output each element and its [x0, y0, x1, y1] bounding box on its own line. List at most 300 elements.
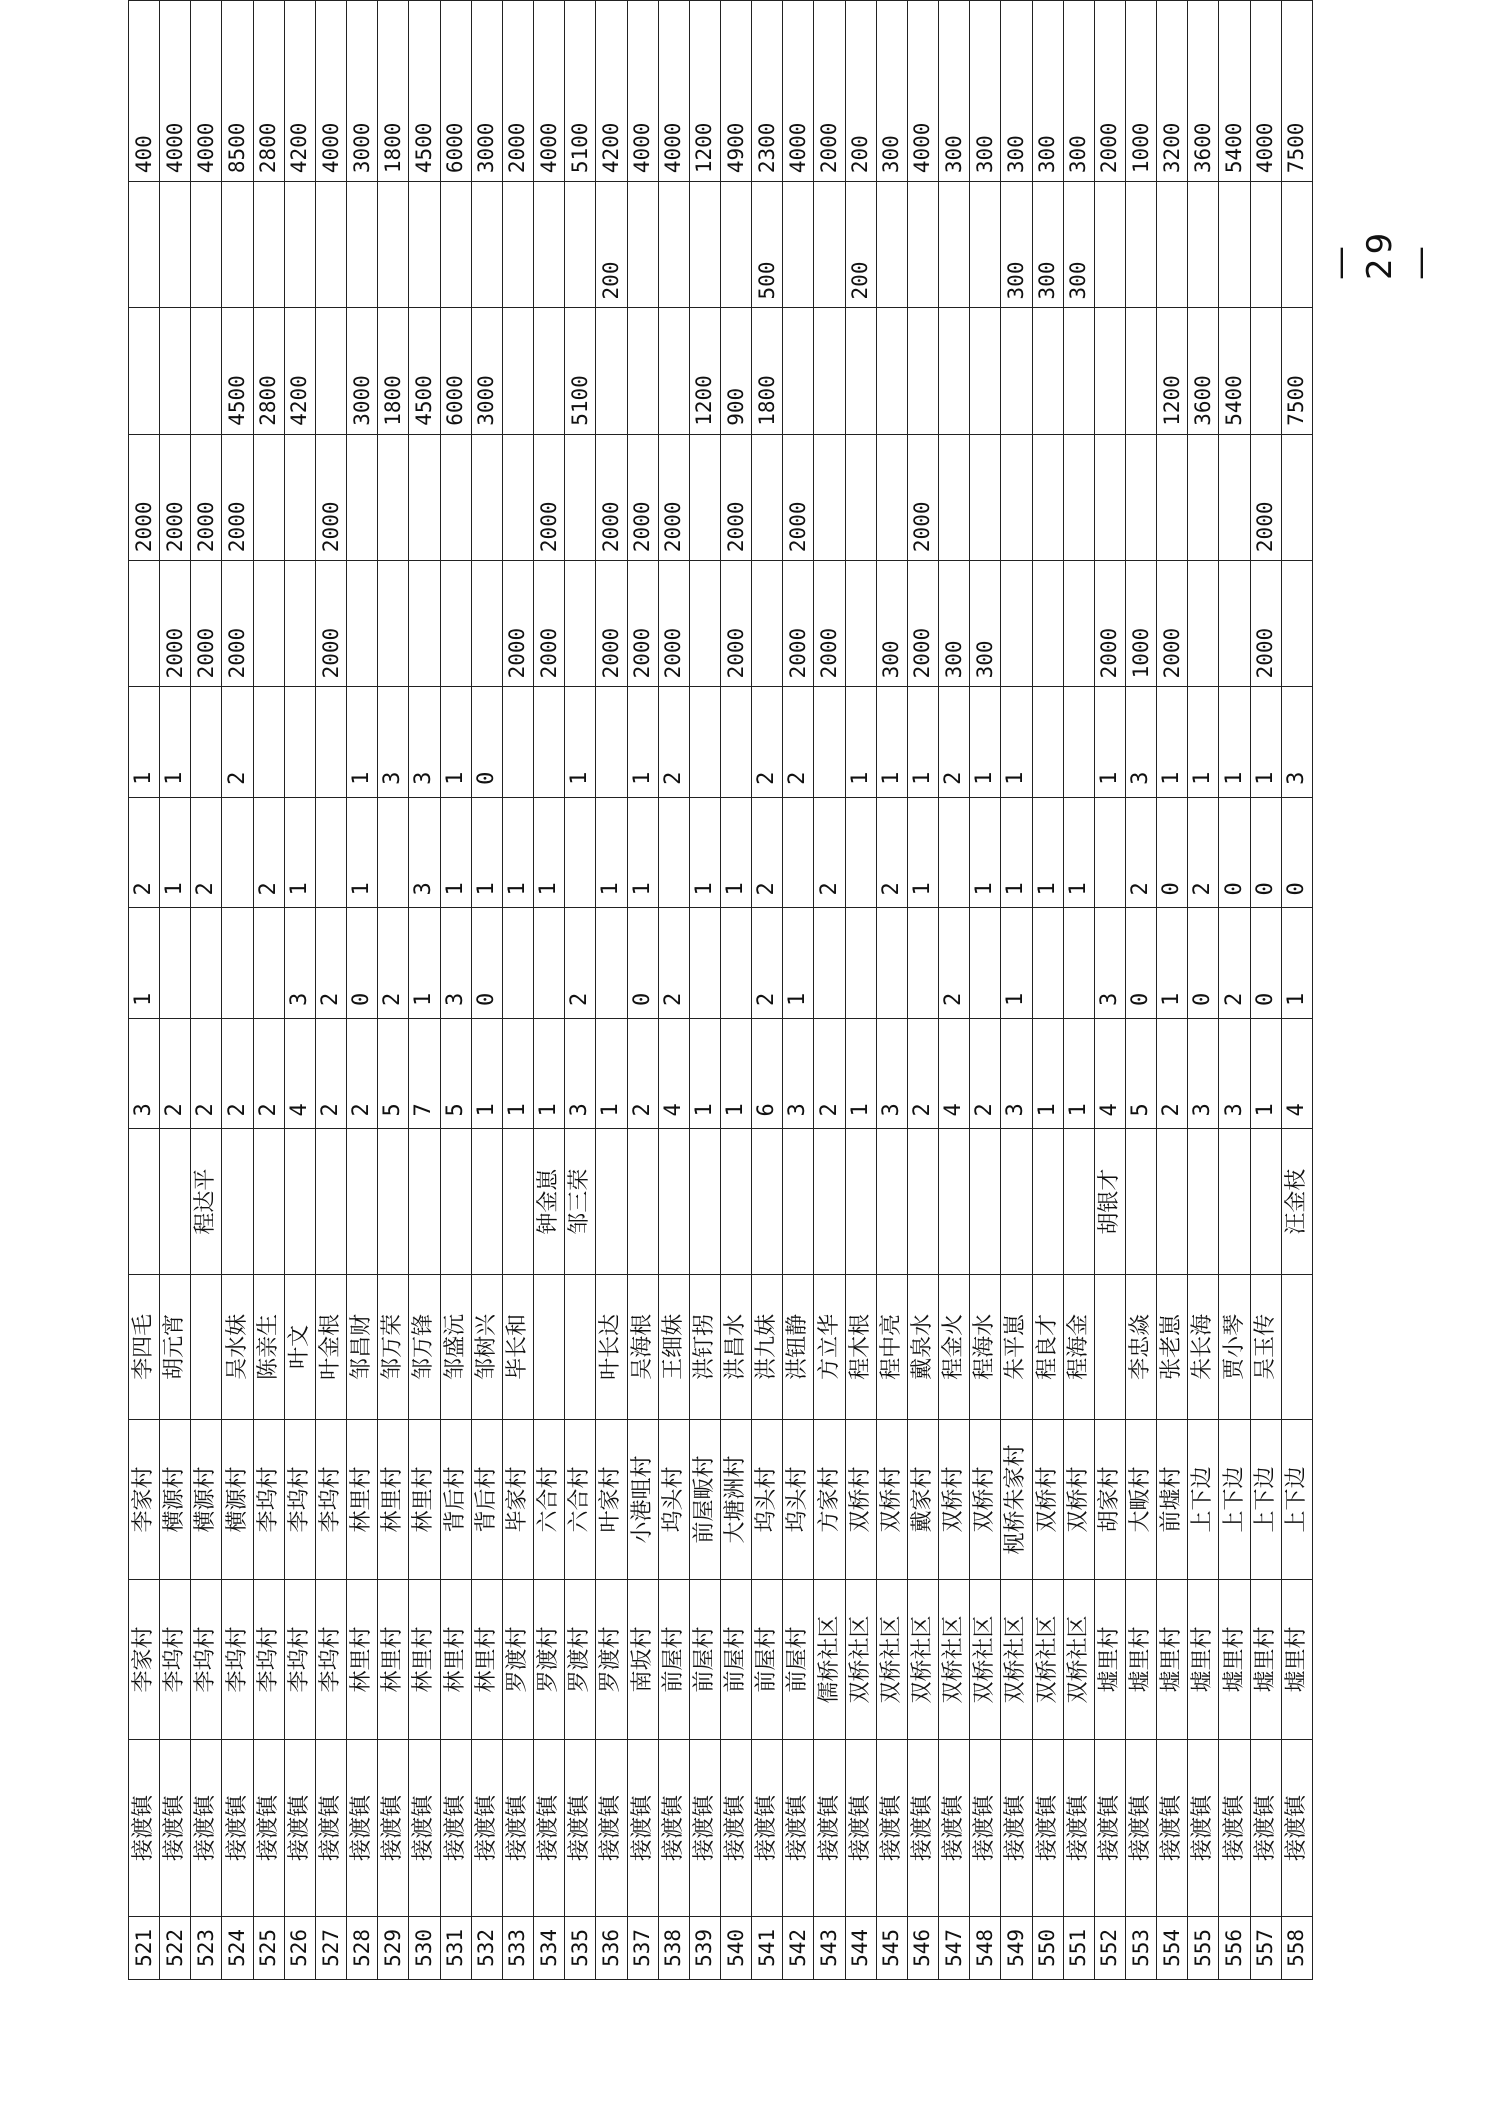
table-cell: 2 [378, 908, 409, 1019]
table-cell: 2 [315, 908, 346, 1019]
table-cell: 2000 [222, 434, 253, 560]
table-cell: 程海金 [1063, 1274, 1094, 1419]
table-cell: 2000 [502, 561, 533, 687]
table-cell: 3 [1281, 687, 1312, 798]
table-cell: 程良才 [1032, 1274, 1063, 1419]
table-cell: 2 [783, 687, 814, 798]
table-cell: 2 [970, 1018, 1001, 1129]
table-cell: 墟里村 [1157, 1580, 1188, 1740]
table-cell: 2 [939, 908, 970, 1019]
table-row [596, 1, 627, 1980]
table-cell: 1 [129, 908, 160, 1019]
table-cell: 接渡镇 [284, 1740, 315, 1917]
table-cell: 林里村 [409, 1420, 440, 1580]
table-cell [191, 908, 222, 1019]
table-cell: 4200 [596, 1, 627, 182]
table-cell: 1 [720, 797, 751, 908]
table-cell: 坞头村 [783, 1420, 814, 1580]
table-cell: 汪金枝 [1281, 1129, 1312, 1274]
table-cell [876, 908, 907, 1019]
table-cell: 接渡镇 [502, 1740, 533, 1917]
table-cell [378, 1129, 409, 1274]
table-row [1126, 1, 1157, 1980]
table-cell: 555 [1188, 1916, 1219, 1979]
table-cell: 接渡镇 [378, 1740, 409, 1917]
table-cell: 5 [1126, 1018, 1157, 1129]
table-row [1063, 1, 1094, 1980]
table-cell: 2300 [752, 1, 783, 182]
table-cell: 邹万锋 [409, 1274, 440, 1419]
table-cell: 7 [409, 1018, 440, 1129]
table-cell [502, 182, 533, 308]
table-cell: 4 [1094, 1018, 1125, 1129]
table-cell: 儒桥社区 [814, 1580, 845, 1740]
table-cell [689, 434, 720, 560]
table-cell [658, 797, 689, 908]
table-cell: 557 [1250, 1916, 1281, 1979]
table-cell: 接渡镇 [1281, 1740, 1312, 1917]
table-cell: 5400 [1219, 1, 1250, 182]
table-cell [876, 308, 907, 434]
table-cell [565, 1274, 596, 1419]
table-cell: 胡银才 [1094, 1129, 1125, 1274]
table-cell [689, 687, 720, 798]
table-cell: 553 [1126, 1916, 1157, 1979]
table-cell: 1 [596, 797, 627, 908]
table-cell: 551 [1063, 1916, 1094, 1979]
table-cell: 邹三荣 [565, 1129, 596, 1274]
table-cell: 2000 [129, 434, 160, 560]
table-cell [1094, 434, 1125, 560]
table-cell: 坞头村 [752, 1420, 783, 1580]
table-row [689, 1, 720, 1980]
table-cell: 接渡镇 [1157, 1740, 1188, 1917]
table-cell: 3 [565, 1018, 596, 1129]
table-cell: 接渡镇 [471, 1740, 502, 1917]
table-cell [253, 687, 284, 798]
table-cell [876, 434, 907, 560]
table-cell: 0 [1250, 908, 1281, 1019]
table-cell: 2 [939, 687, 970, 798]
table-cell: 2 [253, 797, 284, 908]
table-cell: 1 [471, 1018, 502, 1129]
table-cell: 2000 [907, 561, 938, 687]
table-cell: 2 [907, 1018, 938, 1129]
table-cell [845, 908, 876, 1019]
table-cell [160, 308, 191, 434]
table-cell [720, 687, 751, 798]
table-row [752, 1, 783, 1980]
table-cell [440, 434, 471, 560]
table-cell: 李坞村 [315, 1420, 346, 1580]
table-cell: 1 [1063, 1018, 1094, 1129]
table-row [378, 1, 409, 1980]
table-cell: 3000 [471, 1, 502, 182]
table-cell: 上下边 [1219, 1420, 1250, 1580]
table-cell: 小港咀村 [627, 1420, 658, 1580]
table-cell: 1800 [378, 1, 409, 182]
table-cell: 张老崽 [1157, 1274, 1188, 1419]
table-cell: 背后村 [471, 1420, 502, 1580]
table-cell: 双桥村 [939, 1420, 970, 1580]
table-cell [689, 1129, 720, 1274]
table-cell: 1 [1281, 908, 1312, 1019]
table-cell [284, 182, 315, 308]
table-cell: 1 [1250, 687, 1281, 798]
table-cell: 4 [939, 1018, 970, 1129]
table-cell: 1 [627, 797, 658, 908]
table-cell [1188, 182, 1219, 308]
table-cell: 接渡镇 [658, 1740, 689, 1917]
table-cell [720, 182, 751, 308]
table-cell: 朱平崽 [1001, 1274, 1032, 1419]
table-cell: 接渡镇 [315, 1740, 346, 1917]
table-cell: 贾小琴 [1219, 1274, 1250, 1419]
table-cell [409, 182, 440, 308]
table-row [1001, 1, 1032, 1980]
table-cell [1126, 308, 1157, 434]
table-cell: 7500 [1281, 308, 1312, 434]
table-cell: 528 [347, 1916, 378, 1979]
table-cell: 李忠焱 [1126, 1274, 1157, 1419]
table-cell: 6 [752, 1018, 783, 1129]
table-cell: 接渡镇 [689, 1740, 720, 1917]
table-cell [315, 182, 346, 308]
table-cell: 0 [471, 687, 502, 798]
table-cell: 1 [907, 797, 938, 908]
table-cell [347, 434, 378, 560]
table-cell: 南坂村 [627, 1580, 658, 1740]
table-cell: 2000 [160, 434, 191, 560]
table-cell [876, 182, 907, 308]
table-cell [409, 1129, 440, 1274]
table-cell: 林里村 [347, 1420, 378, 1580]
table-cell: 2000 [783, 434, 814, 560]
table-cell [596, 308, 627, 434]
table-cell: 3 [378, 687, 409, 798]
table-cell: 双桥社区 [1001, 1580, 1032, 1740]
table-body [129, 1, 1313, 1980]
table-cell: 3000 [471, 308, 502, 434]
table-cell: 1 [347, 687, 378, 798]
table-cell: 2800 [253, 1, 284, 182]
table-cell [1126, 1129, 1157, 1274]
table-cell: 接渡镇 [845, 1740, 876, 1917]
table-cell: 3 [876, 1018, 907, 1129]
table-cell: 537 [627, 1916, 658, 1979]
table-cell: 200 [596, 182, 627, 308]
table-cell: 6000 [440, 308, 471, 434]
table-cell: 2 [565, 908, 596, 1019]
table-cell [502, 908, 533, 1019]
table-cell: 程金火 [939, 1274, 970, 1419]
table-cell [253, 908, 284, 1019]
table-cell: 2 [1126, 797, 1157, 908]
table-cell: 5100 [565, 308, 596, 434]
table-cell: 坞头村 [658, 1420, 689, 1580]
table-cell: 大塘洲村 [720, 1420, 751, 1580]
table-cell: 双桥村 [845, 1420, 876, 1580]
table-cell [970, 1129, 1001, 1274]
table-cell: 1 [440, 797, 471, 908]
table-cell [534, 687, 565, 798]
table-cell [658, 1129, 689, 1274]
table-cell [1001, 308, 1032, 434]
table-cell [160, 908, 191, 1019]
table-cell: 1 [627, 687, 658, 798]
table-cell: 1 [970, 687, 1001, 798]
table-cell [1188, 1129, 1219, 1274]
table-cell [565, 561, 596, 687]
table-cell: 4000 [534, 1, 565, 182]
table-cell [689, 182, 720, 308]
table-cell [970, 908, 1001, 1019]
table-row [876, 1, 907, 1980]
table-cell: 接渡镇 [1001, 1740, 1032, 1917]
table-cell: 3 [409, 687, 440, 798]
table-cell: 2000 [502, 1, 533, 182]
table-cell: 罗渡村 [596, 1580, 627, 1740]
table-cell: 0 [1219, 797, 1250, 908]
table-cell: 5100 [565, 1, 596, 182]
table-cell: 墟里村 [1250, 1580, 1281, 1740]
table-cell: 1 [783, 908, 814, 1019]
table-cell: 接渡镇 [752, 1740, 783, 1917]
table-cell [907, 908, 938, 1019]
table-cell [814, 308, 845, 434]
table-cell [814, 1129, 845, 1274]
table-cell [970, 182, 1001, 308]
table-row [970, 1, 1001, 1980]
table-cell: 300 [939, 561, 970, 687]
table-cell: 2000 [596, 434, 627, 560]
table-cell: 前屋村 [783, 1580, 814, 1740]
table-cell: 邹万荣 [378, 1274, 409, 1419]
table-cell: 1 [1063, 797, 1094, 908]
table-cell [689, 908, 720, 1019]
table-cell: 方立华 [814, 1274, 845, 1419]
table-cell: 556 [1219, 1916, 1250, 1979]
table-cell: 545 [876, 1916, 907, 1979]
table-cell [502, 434, 533, 560]
table-row [129, 1, 160, 1980]
table-cell [1032, 308, 1063, 434]
table-cell: 吴海根 [627, 1274, 658, 1419]
table-cell: 558 [1281, 1916, 1312, 1979]
table-cell: 549 [1001, 1916, 1032, 1979]
table-cell [1032, 908, 1063, 1019]
table-cell [1188, 561, 1219, 687]
table-cell: 罗渡村 [565, 1580, 596, 1740]
table-cell: 300 [1063, 1, 1094, 182]
table-cell: 1 [1157, 908, 1188, 1019]
table-cell: 3 [783, 1018, 814, 1129]
table-row [284, 1, 315, 1980]
table-cell: 程海水 [970, 1274, 1001, 1419]
table-cell [315, 797, 346, 908]
table-cell [596, 908, 627, 1019]
table-cell [191, 687, 222, 798]
table-cell: 李四毛 [129, 1274, 160, 1419]
table-cell: 墟里村 [1188, 1580, 1219, 1740]
table-row [939, 1, 970, 1980]
table-cell: 墟里村 [1094, 1580, 1125, 1740]
table-row [1188, 1, 1219, 1980]
table-cell [939, 1129, 970, 1274]
table-cell: 531 [440, 1916, 471, 1979]
table-cell [752, 1129, 783, 1274]
table-cell: 接渡镇 [191, 1740, 222, 1917]
table-cell: 双桥社区 [876, 1580, 907, 1740]
table-row [627, 1, 658, 1980]
table-cell [222, 1129, 253, 1274]
table-cell [939, 308, 970, 434]
table-cell [1219, 561, 1250, 687]
table-cell: 4200 [284, 1, 315, 182]
table-cell: 接渡镇 [347, 1740, 378, 1917]
table-cell: 544 [845, 1916, 876, 1979]
table-cell [1001, 561, 1032, 687]
table-cell [471, 1129, 502, 1274]
table-cell: 双桥村 [1032, 1420, 1063, 1580]
table-cell: 朱长海 [1188, 1274, 1219, 1419]
table-row [315, 1, 346, 1980]
table-cell: 543 [814, 1916, 845, 1979]
table-cell: 524 [222, 1916, 253, 1979]
table-cell: 1 [502, 797, 533, 908]
table-cell [814, 182, 845, 308]
table-cell: 横源村 [191, 1420, 222, 1580]
table-cell: 2 [315, 1018, 346, 1129]
table-cell [596, 687, 627, 798]
table-cell [783, 1129, 814, 1274]
table-cell [160, 182, 191, 308]
table-row [658, 1, 689, 1980]
table-cell: 戴家村 [907, 1420, 938, 1580]
table-cell [907, 182, 938, 308]
table-cell [253, 434, 284, 560]
table-cell: 4000 [1250, 1, 1281, 182]
table-cell: 接渡镇 [596, 1740, 627, 1917]
table-row [191, 1, 222, 1980]
table-cell: 542 [783, 1916, 814, 1979]
table-cell: 接渡镇 [1188, 1740, 1219, 1917]
table-cell: 300 [939, 1, 970, 182]
table-cell: 2000 [596, 561, 627, 687]
table-cell: 双桥社区 [970, 1580, 1001, 1740]
table-row [845, 1, 876, 1980]
table-cell [1032, 1129, 1063, 1274]
table-cell [1157, 1129, 1188, 1274]
table-cell: 接渡镇 [160, 1740, 191, 1917]
subsidy-table [128, 0, 1313, 1980]
table-cell: 林里村 [347, 1580, 378, 1740]
table-cell: 1 [1188, 687, 1219, 798]
table-cell: 1 [720, 1018, 751, 1129]
table-cell [658, 182, 689, 308]
table-cell [378, 561, 409, 687]
table-cell: 4000 [315, 1, 346, 182]
table-cell: 接渡镇 [565, 1740, 596, 1917]
table-cell: 300 [1001, 1, 1032, 182]
table-cell: 200 [845, 182, 876, 308]
table-cell: 接渡镇 [253, 1740, 284, 1917]
table-cell [534, 182, 565, 308]
table-row [502, 1, 533, 1980]
table-cell [720, 908, 751, 1019]
table-cell: 536 [596, 1916, 627, 1979]
table-cell [1250, 182, 1281, 308]
table-cell: 533 [502, 1916, 533, 1979]
table-cell [1219, 434, 1250, 560]
table-cell [814, 687, 845, 798]
table-cell [565, 182, 596, 308]
table-cell [191, 182, 222, 308]
table-cell: 2 [1219, 908, 1250, 1019]
table-cell: 林里村 [378, 1420, 409, 1580]
table-cell [129, 308, 160, 434]
table-cell: 300 [1032, 1, 1063, 182]
table-cell: 2000 [222, 561, 253, 687]
table-cell: 7500 [1281, 1, 1312, 182]
table-cell [315, 1129, 346, 1274]
table-cell [1094, 182, 1125, 308]
table-cell: 六合村 [534, 1420, 565, 1580]
table-cell: 接渡镇 [970, 1740, 1001, 1917]
table-cell: 上下边 [1250, 1420, 1281, 1580]
table-cell: 0 [627, 908, 658, 1019]
table-cell: 2000 [1250, 561, 1281, 687]
table-cell [284, 434, 315, 560]
table-cell [627, 308, 658, 434]
table-row [409, 1, 440, 1980]
table-cell [409, 561, 440, 687]
table-cell [1094, 797, 1125, 908]
table-cell: 3 [1001, 1018, 1032, 1129]
table-cell: 程达平 [191, 1129, 222, 1274]
table-cell: 1 [1094, 687, 1125, 798]
table-cell: 3200 [1157, 1, 1188, 182]
table-row [1250, 1, 1281, 1980]
table-cell: 526 [284, 1916, 315, 1979]
table-cell: 1200 [1157, 308, 1188, 434]
table-cell: 530 [409, 1916, 440, 1979]
table-cell: 400 [129, 1, 160, 182]
table-cell: 李家村 [129, 1420, 160, 1580]
table-cell [502, 1129, 533, 1274]
table-cell: 4 [284, 1018, 315, 1129]
table-cell: 1 [347, 797, 378, 908]
table-cell: 550 [1032, 1916, 1063, 1979]
table-cell [845, 308, 876, 434]
table-cell [1281, 1274, 1312, 1419]
table-cell: 1 [160, 687, 191, 798]
table-cell: 接渡镇 [534, 1740, 565, 1917]
table-cell: 1200 [689, 1, 720, 182]
table-cell: 墟里村 [1281, 1580, 1312, 1740]
table-cell: 1 [534, 1018, 565, 1129]
table-cell: 2000 [1094, 561, 1125, 687]
table-cell: 4000 [627, 1, 658, 182]
table-cell: 2000 [720, 561, 751, 687]
table-cell: 4000 [160, 1, 191, 182]
table-cell: 900 [720, 308, 751, 434]
table-cell: 接渡镇 [720, 1740, 751, 1917]
table-cell: 上下边 [1281, 1420, 1312, 1580]
table-cell: 李坞村 [315, 1580, 346, 1740]
table-cell [783, 308, 814, 434]
table-cell: 接渡镇 [1126, 1740, 1157, 1917]
